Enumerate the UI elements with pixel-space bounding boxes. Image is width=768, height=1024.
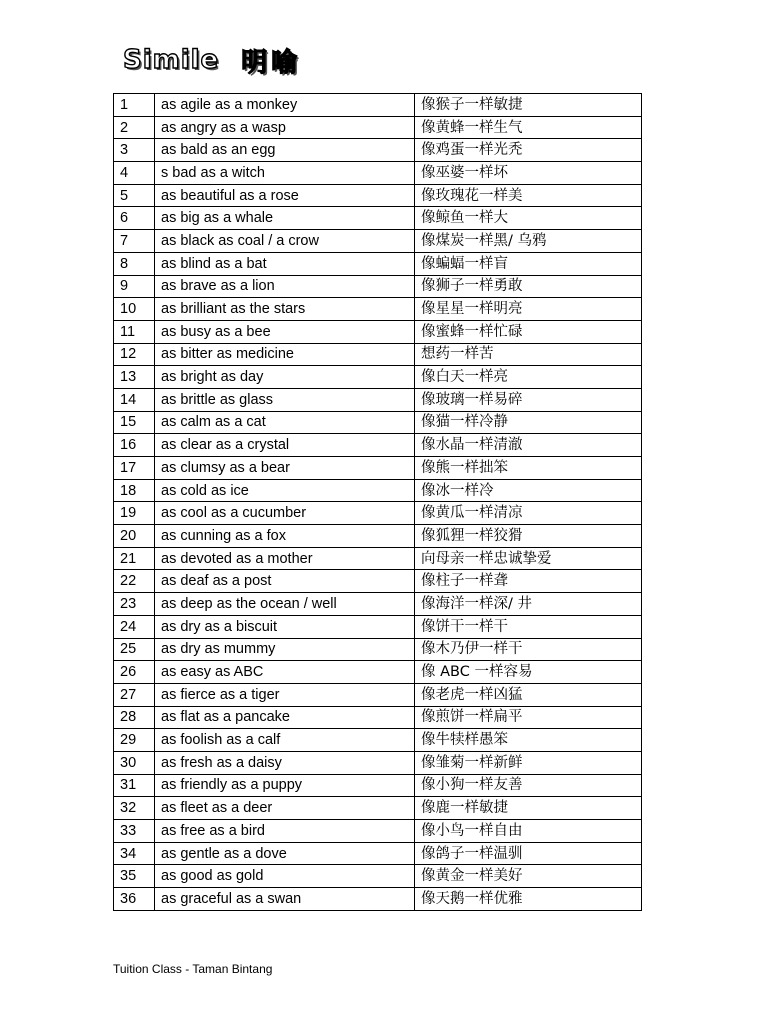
table-row (114, 275, 642, 298)
simile-english: as black as coal / a crow (155, 230, 415, 253)
simile-english: as dry as mummy (155, 638, 415, 661)
table-row (114, 116, 642, 139)
simile-english: as foolish as a calf (155, 729, 415, 752)
simile-chinese: 像老虎一样凶猛 (415, 683, 642, 706)
table-row (114, 298, 642, 321)
simile-chinese: 像小鸟一样自由 (415, 820, 642, 843)
table-row (114, 184, 642, 207)
simile-english: as cunning as a fox (155, 525, 415, 548)
table-row (114, 230, 642, 253)
table-row (114, 888, 642, 911)
table-row (114, 457, 642, 480)
simile-english: as gentle as a dove (155, 842, 415, 865)
table-row (114, 139, 642, 162)
row-number: 22 (114, 570, 155, 593)
simile-english: s bad as a witch (155, 162, 415, 185)
simile-chinese: 像星星一样明亮 (415, 298, 642, 321)
simile-chinese: 像黄瓜一样清凉 (415, 502, 642, 525)
simile-english: as clumsy as a bear (155, 457, 415, 480)
table-row (114, 706, 642, 729)
simile-english: as cold as ice (155, 479, 415, 502)
simile-chinese: 像冰一样冷 (415, 479, 642, 502)
simile-table (113, 93, 642, 911)
simile-chinese: 像玻璃一样易碎 (415, 388, 642, 411)
simile-chinese: 像小狗一样友善 (415, 774, 642, 797)
simile-chinese: 像雏菊一样新鲜 (415, 751, 642, 774)
row-number: 15 (114, 411, 155, 434)
table-row (114, 570, 642, 593)
simile-english: as bitter as medicine (155, 343, 415, 366)
simile-chinese: 像蝙蝠一样盲 (415, 252, 642, 275)
title-chinese: 明喻 (241, 47, 302, 78)
row-number: 35 (114, 865, 155, 888)
row-number: 5 (114, 184, 155, 207)
table-row (114, 502, 642, 525)
row-number: 34 (114, 842, 155, 865)
simile-english: as deaf as a post (155, 570, 415, 593)
simile-chinese: 像柱子一样聋 (415, 570, 642, 593)
simile-english: as fierce as a tiger (155, 683, 415, 706)
row-number: 33 (114, 820, 155, 843)
simile-english: as angry as a wasp (155, 116, 415, 139)
table-row (114, 162, 642, 185)
simile-english: as bald as an egg (155, 139, 415, 162)
table-row (114, 434, 642, 457)
table-row (114, 343, 642, 366)
table-row (114, 774, 642, 797)
table-row (114, 638, 642, 661)
table-row (114, 207, 642, 230)
simile-chinese: 像木乃伊一样干 (415, 638, 642, 661)
simile-english: as clear as a crystal (155, 434, 415, 457)
row-number: 21 (114, 547, 155, 570)
simile-chinese: 像煤炭一样黑/ 乌鸦 (415, 230, 642, 253)
simile-english: as brave as a lion (155, 275, 415, 298)
simile-chinese: 像猴子一样敏捷 (415, 94, 642, 117)
simile-chinese: 像黄金一样美好 (415, 865, 642, 888)
table-row (114, 547, 642, 570)
row-number: 4 (114, 162, 155, 185)
simile-chinese: 像玫瑰花一样美 (415, 184, 642, 207)
row-number: 9 (114, 275, 155, 298)
simile-chinese: 像水晶一样清澈 (415, 434, 642, 457)
simile-english: as free as a bird (155, 820, 415, 843)
row-number: 17 (114, 457, 155, 480)
row-number: 6 (114, 207, 155, 230)
table-row (114, 661, 642, 684)
simile-table-body (114, 94, 642, 911)
table-row (114, 320, 642, 343)
simile-english: as agile as a monkey (155, 94, 415, 117)
simile-chinese: 像蜜蜂一样忙碌 (415, 320, 642, 343)
simile-chinese: 像猫一样冷静 (415, 411, 642, 434)
row-number: 19 (114, 502, 155, 525)
simile-english: as brittle as glass (155, 388, 415, 411)
simile-chinese: 像牛犊样愚笨 (415, 729, 642, 752)
table-row (114, 411, 642, 434)
row-number: 29 (114, 729, 155, 752)
table-row (114, 820, 642, 843)
simile-chinese: 像 ABC 一样容易 (415, 661, 642, 684)
simile-chinese: 像黄蜂一样生气 (415, 116, 642, 139)
row-number: 18 (114, 479, 155, 502)
simile-chinese: 像海洋一样深/ 井 (415, 593, 642, 616)
row-number: 8 (114, 252, 155, 275)
simile-english: as flat as a pancake (155, 706, 415, 729)
simile-english: as dry as a biscuit (155, 615, 415, 638)
simile-english: as blind as a bat (155, 252, 415, 275)
row-number: 28 (114, 706, 155, 729)
row-number: 20 (114, 525, 155, 548)
row-number: 23 (114, 593, 155, 616)
simile-chinese: 像鲸鱼一样大 (415, 207, 642, 230)
simile-english: as beautiful as a rose (155, 184, 415, 207)
simile-english: as deep as the ocean / well (155, 593, 415, 616)
table-row (114, 842, 642, 865)
table-row (114, 252, 642, 275)
table-row (114, 525, 642, 548)
simile-chinese: 像狐狸一样狡猾 (415, 525, 642, 548)
row-number: 10 (114, 298, 155, 321)
row-number: 12 (114, 343, 155, 366)
simile-chinese: 像熊一样拙笨 (415, 457, 642, 480)
simile-english: as friendly as a puppy (155, 774, 415, 797)
simile-english: as fresh as a daisy (155, 751, 415, 774)
table-row (114, 388, 642, 411)
table-row (114, 366, 642, 389)
page-title (123, 40, 301, 80)
row-number: 36 (114, 888, 155, 911)
simile-english: as bright as day (155, 366, 415, 389)
row-number: 16 (114, 434, 155, 457)
simile-english: as brilliant as the stars (155, 298, 415, 321)
table-row (114, 593, 642, 616)
simile-chinese: 像巫婆一样坏 (415, 162, 642, 185)
row-number: 26 (114, 661, 155, 684)
row-number: 27 (114, 683, 155, 706)
simile-chinese: 像鹿一样敏捷 (415, 797, 642, 820)
simile-chinese: 向母亲一样忠诚挚爱 (415, 547, 642, 570)
simile-chinese: 像天鹅一样优雅 (415, 888, 642, 911)
simile-chinese: 像狮子一样勇敢 (415, 275, 642, 298)
simile-chinese: 想药一样苦 (415, 343, 642, 366)
simile-chinese: 像鸽子一样温驯 (415, 842, 642, 865)
table-row (114, 729, 642, 752)
row-number: 7 (114, 230, 155, 253)
row-number: 2 (114, 116, 155, 139)
table-row (114, 751, 642, 774)
simile-english: as busy as a bee (155, 320, 415, 343)
simile-english: as graceful as a swan (155, 888, 415, 911)
table-row (114, 479, 642, 502)
table-row (114, 797, 642, 820)
simile-english: as cool as a cucumber (155, 502, 415, 525)
simile-chinese: 像白天一样亮 (415, 366, 642, 389)
title-english: Simile (123, 45, 220, 75)
table-row (114, 865, 642, 888)
table-row (114, 615, 642, 638)
row-number: 24 (114, 615, 155, 638)
row-number: 30 (114, 751, 155, 774)
row-number: 3 (114, 139, 155, 162)
simile-english: as good as gold (155, 865, 415, 888)
simile-chinese: 像煎饼一样扁平 (415, 706, 642, 729)
row-number: 14 (114, 388, 155, 411)
simile-english: as calm as a cat (155, 411, 415, 434)
table-row (114, 683, 642, 706)
row-number: 1 (114, 94, 155, 117)
table-row (114, 94, 642, 117)
simile-chinese: 像饼干一样干 (415, 615, 642, 638)
simile-chinese: 像鸡蛋一样光秃 (415, 139, 642, 162)
simile-english: as fleet as a deer (155, 797, 415, 820)
row-number: 13 (114, 366, 155, 389)
simile-english: as easy as ABC (155, 661, 415, 684)
row-number: 11 (114, 320, 155, 343)
footer-text: Tuition Class - Taman Bintang (113, 962, 273, 976)
row-number: 25 (114, 638, 155, 661)
row-number: 31 (114, 774, 155, 797)
simile-english: as big as a whale (155, 207, 415, 230)
simile-english: as devoted as a mother (155, 547, 415, 570)
row-number: 32 (114, 797, 155, 820)
